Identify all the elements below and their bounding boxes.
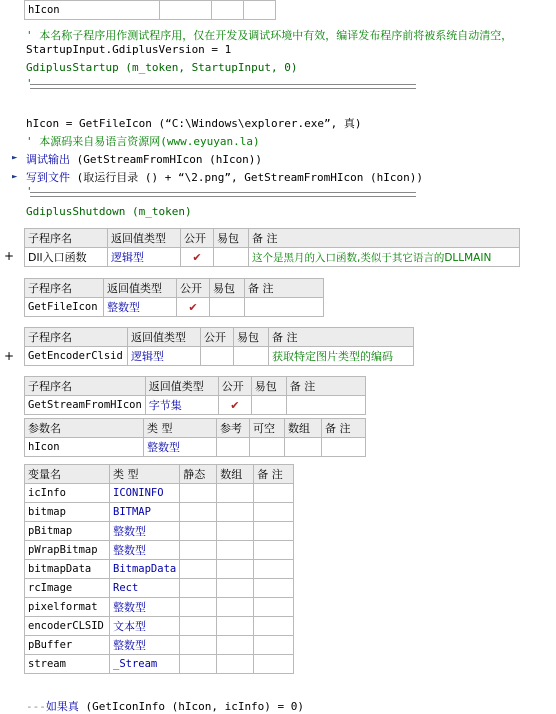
var-type-cell[interactable]: Rect bbox=[110, 579, 180, 598]
var-static-cell[interactable] bbox=[180, 617, 217, 636]
var-note-cell[interactable] bbox=[254, 503, 294, 522]
var-note-cell[interactable] bbox=[254, 560, 294, 579]
var-type-cell[interactable]: 文本型 bbox=[110, 617, 180, 636]
flow-line-prefix: --- bbox=[26, 700, 46, 713]
header-param-name: 参数名 bbox=[25, 419, 144, 438]
header-public: 公开 bbox=[201, 328, 234, 347]
comment-quote: ' bbox=[26, 185, 33, 198]
code-line-if-true[interactable] bbox=[26, 698, 304, 714]
code-line-debug-output[interactable] bbox=[26, 151, 262, 167]
var-array-cell[interactable] bbox=[217, 484, 254, 503]
check-icon: ✔ bbox=[192, 250, 202, 264]
header-return-type: 返回值类型 bbox=[145, 377, 218, 396]
var-type-cell[interactable]: 整数型 bbox=[110, 636, 180, 655]
var-note-cell[interactable] bbox=[254, 484, 294, 503]
header-array: 数组 bbox=[285, 419, 322, 438]
header-note: 备 注 bbox=[322, 419, 366, 438]
parameter-table bbox=[24, 418, 366, 457]
header-static: 静态 bbox=[180, 465, 217, 484]
table-row bbox=[25, 484, 294, 503]
header-easy-pkg: 易包 bbox=[234, 328, 269, 347]
header-public: 公开 bbox=[181, 229, 214, 248]
expand-plus-icon[interactable]: + bbox=[4, 349, 15, 363]
header-easy-pkg: 易包 bbox=[214, 229, 249, 248]
header-ref: 参考 bbox=[217, 419, 250, 438]
var-type-cell[interactable]: BitmapData bbox=[110, 560, 180, 579]
var-name-cell[interactable]: encoderCLSID bbox=[25, 617, 110, 636]
table-row bbox=[25, 598, 294, 617]
header-note: 备 注 bbox=[249, 229, 520, 248]
var-type-cell[interactable]: ICONINFO bbox=[110, 484, 180, 503]
header-return-type: 返回值类型 bbox=[128, 328, 201, 347]
separator-line bbox=[30, 84, 416, 89]
var-note-cell[interactable] bbox=[254, 522, 294, 541]
if-true-args: (GetIconInfo (hIcon, icInfo) = 0) bbox=[78, 700, 305, 713]
sub-name-cell[interactable]: GetFileIcon bbox=[25, 298, 104, 317]
public-cell[interactable] bbox=[201, 347, 234, 366]
expand-arrow-icon[interactable]: ► bbox=[12, 153, 18, 163]
var-static-cell[interactable] bbox=[180, 579, 217, 598]
var-type-cell[interactable]: 整数型 bbox=[110, 598, 180, 617]
var-static-cell[interactable] bbox=[180, 636, 217, 655]
var-array-cell[interactable] bbox=[217, 636, 254, 655]
param-note-cell[interactable] bbox=[322, 438, 366, 457]
separator-line bbox=[30, 192, 416, 197]
subroutine-table-getencoderclsid bbox=[24, 327, 414, 366]
comment-line: ' 本名称子程序用作测试程序用，仅在开发及调试环境中有效，编译发布程序前将被系统自动清空， bbox=[26, 29, 513, 42]
table-row bbox=[25, 655, 294, 674]
debug-output-args: (GetStreamFromHIcon (hIcon)) bbox=[70, 153, 263, 166]
easy-pkg-cell[interactable] bbox=[251, 396, 286, 415]
write-file-keyword: 写到文件 bbox=[26, 171, 70, 184]
sub-name-cell[interactable]: GetEncoderClsid bbox=[25, 347, 128, 366]
comment-quote: ' bbox=[26, 77, 33, 90]
var-static-cell[interactable] bbox=[180, 503, 217, 522]
comment-source: ' 本源码来自易语言资源网(www.eyuyan.la) bbox=[26, 135, 260, 148]
easy-pkg-cell[interactable] bbox=[234, 347, 269, 366]
top-partial-table bbox=[24, 0, 276, 20]
var-name-cell[interactable]: pBitmap bbox=[25, 522, 110, 541]
code-line-gdiplus-shutdown[interactable]: GdiplusShutdown (m_token) bbox=[26, 205, 192, 218]
param-ref-cell[interactable] bbox=[217, 438, 250, 457]
return-type-cell[interactable]: 字节集 bbox=[145, 396, 218, 415]
var-array-cell[interactable] bbox=[217, 522, 254, 541]
table-row bbox=[25, 560, 294, 579]
header-public: 公开 bbox=[177, 279, 210, 298]
write-file-args: (取运行目录 () + “\2.png”, GetStreamFromHIcon (hIcon)) bbox=[70, 171, 424, 184]
var-static-cell[interactable] bbox=[180, 522, 217, 541]
table-row bbox=[25, 503, 294, 522]
var-name-cell[interactable]: rcImage bbox=[25, 579, 110, 598]
geticon-text: hIcon = GetFileIcon (“C:\Windows\explorer.exe”, 真) bbox=[26, 117, 362, 130]
sub-name-cell[interactable]: GetStreamFromHIcon bbox=[25, 396, 146, 415]
var-static-cell[interactable] bbox=[180, 560, 217, 579]
header-var-name: 变量名 bbox=[25, 465, 110, 484]
var-static-cell[interactable] bbox=[180, 541, 217, 560]
if-true-keyword: 如果真 bbox=[45, 700, 79, 713]
local-variable-table bbox=[24, 464, 294, 674]
header-public: 公开 bbox=[218, 377, 251, 396]
header-return-type: 返回值类型 bbox=[108, 229, 181, 248]
public-cell[interactable] bbox=[177, 298, 210, 317]
debug-output-keyword: 调试输出 bbox=[26, 153, 70, 166]
header-array: 数组 bbox=[217, 465, 254, 484]
header-sub-name: 子程序名 bbox=[25, 279, 104, 298]
var-name-cell[interactable]: stream bbox=[25, 655, 110, 674]
check-icon: ✔ bbox=[230, 398, 240, 412]
check-icon: ✔ bbox=[188, 300, 198, 314]
expand-plus-icon[interactable]: + bbox=[4, 249, 15, 263]
public-cell[interactable] bbox=[181, 248, 214, 267]
header-type: 类 型 bbox=[110, 465, 180, 484]
expand-arrow-icon[interactable]: ► bbox=[12, 172, 18, 182]
note-cell[interactable]: 获取特定图片类型的编码 bbox=[269, 347, 414, 366]
header-note: 备 注 bbox=[245, 279, 324, 298]
var-note-cell[interactable] bbox=[254, 617, 294, 636]
table-row bbox=[25, 541, 294, 560]
param-nullable-cell[interactable] bbox=[250, 438, 285, 457]
code-line-geticon[interactable] bbox=[26, 115, 362, 131]
return-type-cell[interactable]: 逻辑型 bbox=[108, 248, 181, 267]
top-cell: hIcon bbox=[25, 1, 160, 20]
header-note: 备 注 bbox=[254, 465, 294, 484]
subroutine-table-getfileicon bbox=[24, 278, 324, 317]
header-easy-pkg: 易包 bbox=[251, 377, 286, 396]
return-type-cell[interactable]: 逻辑型 bbox=[128, 347, 201, 366]
var-type-cell[interactable]: 整数型 bbox=[110, 541, 180, 560]
note-cell[interactable] bbox=[286, 396, 365, 415]
var-array-cell[interactable] bbox=[217, 617, 254, 636]
var-type-cell[interactable]: _Stream bbox=[110, 655, 180, 674]
var-name-cell[interactable]: pWrapBitmap bbox=[25, 541, 110, 560]
var-static-cell[interactable] bbox=[180, 484, 217, 503]
header-note: 备 注 bbox=[286, 377, 365, 396]
easy-pkg-cell[interactable] bbox=[210, 298, 245, 317]
subroutine-table-dll bbox=[24, 228, 520, 267]
var-note-cell[interactable] bbox=[254, 579, 294, 598]
header-type: 类 型 bbox=[144, 419, 217, 438]
header-nullable: 可空 bbox=[250, 419, 285, 438]
note-cell[interactable] bbox=[245, 298, 324, 317]
param-name-cell[interactable]: hIcon bbox=[25, 438, 144, 457]
var-type-cell[interactable]: 整数型 bbox=[110, 522, 180, 541]
var-array-cell[interactable] bbox=[217, 579, 254, 598]
header-return-type: 返回值类型 bbox=[104, 279, 177, 298]
var-array-cell[interactable] bbox=[217, 503, 254, 522]
var-array-cell[interactable] bbox=[217, 655, 254, 674]
subroutine-table-getstreamfromhicon bbox=[24, 376, 366, 415]
var-static-cell[interactable] bbox=[180, 655, 217, 674]
var-static-cell[interactable] bbox=[180, 598, 217, 617]
var-name-cell[interactable]: pBuffer bbox=[25, 636, 110, 655]
var-name-cell[interactable]: bitmap bbox=[25, 503, 110, 522]
var-note-cell[interactable] bbox=[254, 598, 294, 617]
header-easy-pkg: 易包 bbox=[210, 279, 245, 298]
var-name-cell[interactable]: pixelformat bbox=[25, 598, 110, 617]
var-array-cell[interactable] bbox=[217, 541, 254, 560]
param-array-cell[interactable] bbox=[285, 438, 322, 457]
var-note-cell[interactable] bbox=[254, 636, 294, 655]
var-type-cell[interactable]: BITMAP bbox=[110, 503, 180, 522]
note-cell[interactable]: 这个是黑月的入口函数,类似于其它语言的DLLMAIN bbox=[249, 248, 520, 267]
param-type-cell[interactable]: 整数型 bbox=[144, 438, 217, 457]
var-note-cell[interactable] bbox=[254, 655, 294, 674]
var-array-cell[interactable] bbox=[217, 560, 254, 579]
code-line-gdiplus-startup[interactable]: GdiplusStartup (m_token, StartupInput, 0) bbox=[26, 61, 298, 74]
table-row bbox=[25, 636, 294, 655]
header-sub-name: 子程序名 bbox=[25, 229, 108, 248]
header-note: 备 注 bbox=[269, 328, 414, 347]
table-row bbox=[25, 617, 294, 636]
header-sub-name: 子程序名 bbox=[25, 377, 146, 396]
easy-pkg-cell[interactable] bbox=[214, 248, 249, 267]
code-line-startup-version[interactable]: StartupInput.GdiplusVersion = 1 bbox=[26, 43, 232, 56]
sub-name-cell[interactable]: Dll入口函数 bbox=[25, 248, 108, 267]
var-array-cell[interactable] bbox=[217, 598, 254, 617]
table-row bbox=[25, 522, 294, 541]
code-line-write-file[interactable] bbox=[26, 169, 423, 185]
var-note-cell[interactable] bbox=[254, 541, 294, 560]
return-type-cell[interactable]: 整数型 bbox=[104, 298, 177, 317]
public-cell[interactable] bbox=[218, 396, 251, 415]
header-sub-name: 子程序名 bbox=[25, 328, 128, 347]
table-row bbox=[25, 579, 294, 598]
var-name-cell[interactable]: bitmapData bbox=[25, 560, 110, 579]
var-name-cell[interactable]: icInfo bbox=[25, 484, 110, 503]
